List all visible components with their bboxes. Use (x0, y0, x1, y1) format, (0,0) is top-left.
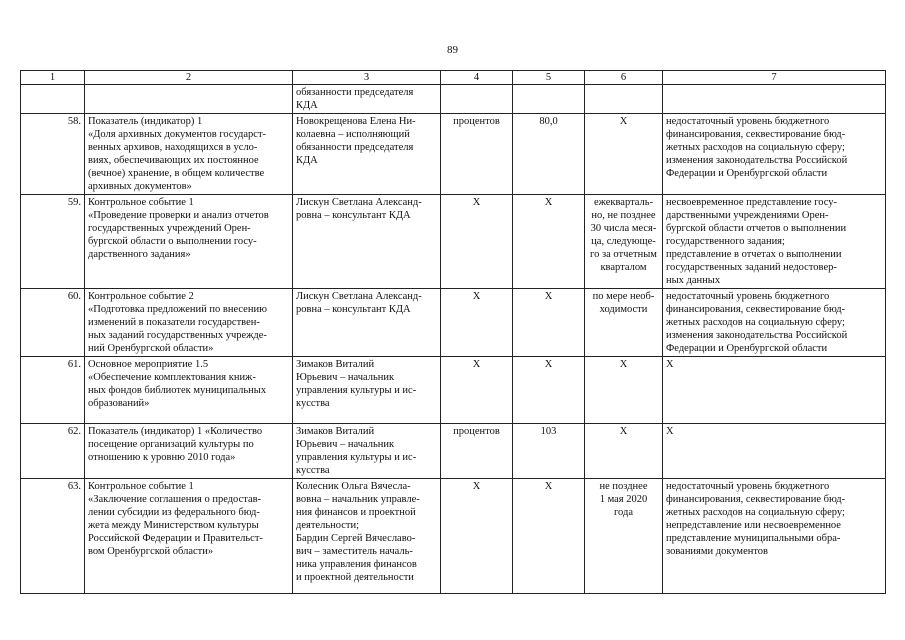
plan-table (20, 70, 886, 594)
table-row (21, 357, 886, 424)
responsible-person-cell: Зимаков Виталий Юрьевич – начальник управления культуры и ис- кусства (293, 424, 441, 479)
responsible-person-cell: Новокрещенова Елена Ни- колаевна – исполняющий обязанности председателя КДА (293, 114, 441, 195)
header-cell: 5 (513, 71, 585, 85)
deadline-cell: не позднее 1 мая 2020 года (585, 479, 663, 594)
table-row (21, 114, 886, 195)
table-row (21, 195, 886, 289)
column-number-header (21, 71, 886, 85)
row-number-cell: 62. (21, 424, 85, 479)
event-name-cell: Контрольное событие 1 «Заключение соглашения о предостав- лении субсидии из федерального бюд- жета между Министерством культуры Российской Федерации и Правительст- вом Оренбургской области» (85, 479, 293, 594)
empty-cell (663, 85, 886, 114)
event-name-cell: Контрольное событие 2 «Подготовка предложений по внесению изменений в показатели государствен- ных заданий государственных учрежде- ний Оренбургской области» (85, 289, 293, 357)
empty-cell (85, 85, 293, 114)
planned-value-cell: Х (513, 357, 585, 424)
table-row (21, 424, 886, 479)
risks-cell: недостаточный уровень бюджетного финансирования, секвестирование бюд- жетных расходов на социальную сферу; изменения законодательства Российской Федерации и Оренбургской области (663, 114, 886, 195)
empty-cell (585, 85, 663, 114)
header-cell: 1 (21, 71, 85, 85)
unit-of-measure-cell: Х (441, 195, 513, 289)
responsible-person-cell: Лискун Светлана Александ- ровна – консультант КДА (293, 195, 441, 289)
row-number-cell: 58. (21, 114, 85, 195)
row-number-cell: 61. (21, 357, 85, 424)
event-name-cell: Показатель (индикатор) 1 «Количество посещение организаций культуры по отношению к уровню 2010 года» (85, 424, 293, 479)
risks-cell: недостаточный уровень бюджетного финансирования, секвестирование бюд- жетных расходов на социальную сферу; изменения законодательства Российской Федерации и Оренбургской области (663, 289, 886, 357)
deadline-cell: ежекварталь- но, не позднее 30 числа меся- ца, следующе- го за отчетным кварталом (585, 195, 663, 289)
table-row (21, 479, 886, 594)
header-cell: 3 (293, 71, 441, 85)
header-cell: 7 (663, 71, 886, 85)
unit-of-measure-cell: Х (441, 479, 513, 594)
header-cell: 4 (441, 71, 513, 85)
planned-value-cell: Х (513, 195, 585, 289)
deadline-cell: по мере необ- ходимости (585, 289, 663, 357)
event-name-cell: Основное мероприятие 1.5 «Обеспечение комплектования книж- ных фондов библиотек муниципальных образований» (85, 357, 293, 424)
planned-value-cell: Х (513, 289, 585, 357)
header-cell: 2 (85, 71, 293, 85)
event-name-cell: Показатель (индикатор) 1 «Доля архивных документов государст- венных архивов, находящихся в усло- виях, обеспечивающих их постоянное (вечное) хранение, в общем количестве архивных документов» (85, 114, 293, 195)
risks-cell: Х (663, 357, 886, 424)
deadline-cell: Х (585, 114, 663, 195)
empty-cell (441, 85, 513, 114)
table-body (21, 71, 886, 594)
deadline-cell: Х (585, 424, 663, 479)
unit-of-measure-cell: процентов (441, 114, 513, 195)
unit-of-measure-cell: Х (441, 289, 513, 357)
page-number: 89 (447, 44, 458, 56)
unit-of-measure-cell: Х (441, 357, 513, 424)
row-number-cell: 63. (21, 479, 85, 594)
continuation-responsible: обязанности председателя КДА (293, 85, 441, 114)
continuation-row (21, 85, 886, 114)
planned-value-cell: Х (513, 479, 585, 594)
empty-cell (21, 85, 85, 114)
risks-cell: недостаточный уровень бюджетного финансирования, секвестирование бюд- жетных расходов на социальную сферу; непредставление или несвоевременное представление муниципальными обра- зованиями документов (663, 479, 886, 594)
row-number-cell: 60. (21, 289, 85, 357)
row-number-cell: 59. (21, 195, 85, 289)
empty-cell (513, 85, 585, 114)
table-row (21, 289, 886, 357)
risks-cell: несвоевременное представление госу- дарственными учреждениями Орен- бургской области отчетов о выполнении государственного задания; представление в отчетах о выполнении государственных заданий недостовер- ных данных (663, 195, 886, 289)
header-cell: 6 (585, 71, 663, 85)
unit-of-measure-cell: процентов (441, 424, 513, 479)
responsible-person-cell: Колесник Ольга Вячесла- вовна – начальник управле- ния финансов и проектной деятельности; Бардин Сергей Вячеславо- вич – заместитель началь- ника управления финансов и проектной деятельности (293, 479, 441, 594)
responsible-person-cell: Лискун Светлана Александ- ровна – консультант КДА (293, 289, 441, 357)
event-name-cell: Контрольное событие 1 «Проведение проверки и анализ отчетов государственных учреждений Орен- бургской области о выполнении госу- дарственного задания» (85, 195, 293, 289)
planned-value-cell: 103 (513, 424, 585, 479)
planned-value-cell: 80,0 (513, 114, 585, 195)
risks-cell: Х (663, 424, 886, 479)
deadline-cell: Х (585, 357, 663, 424)
responsible-person-cell: Зимаков Виталий Юрьевич – начальник управления культуры и ис- кусства (293, 357, 441, 424)
